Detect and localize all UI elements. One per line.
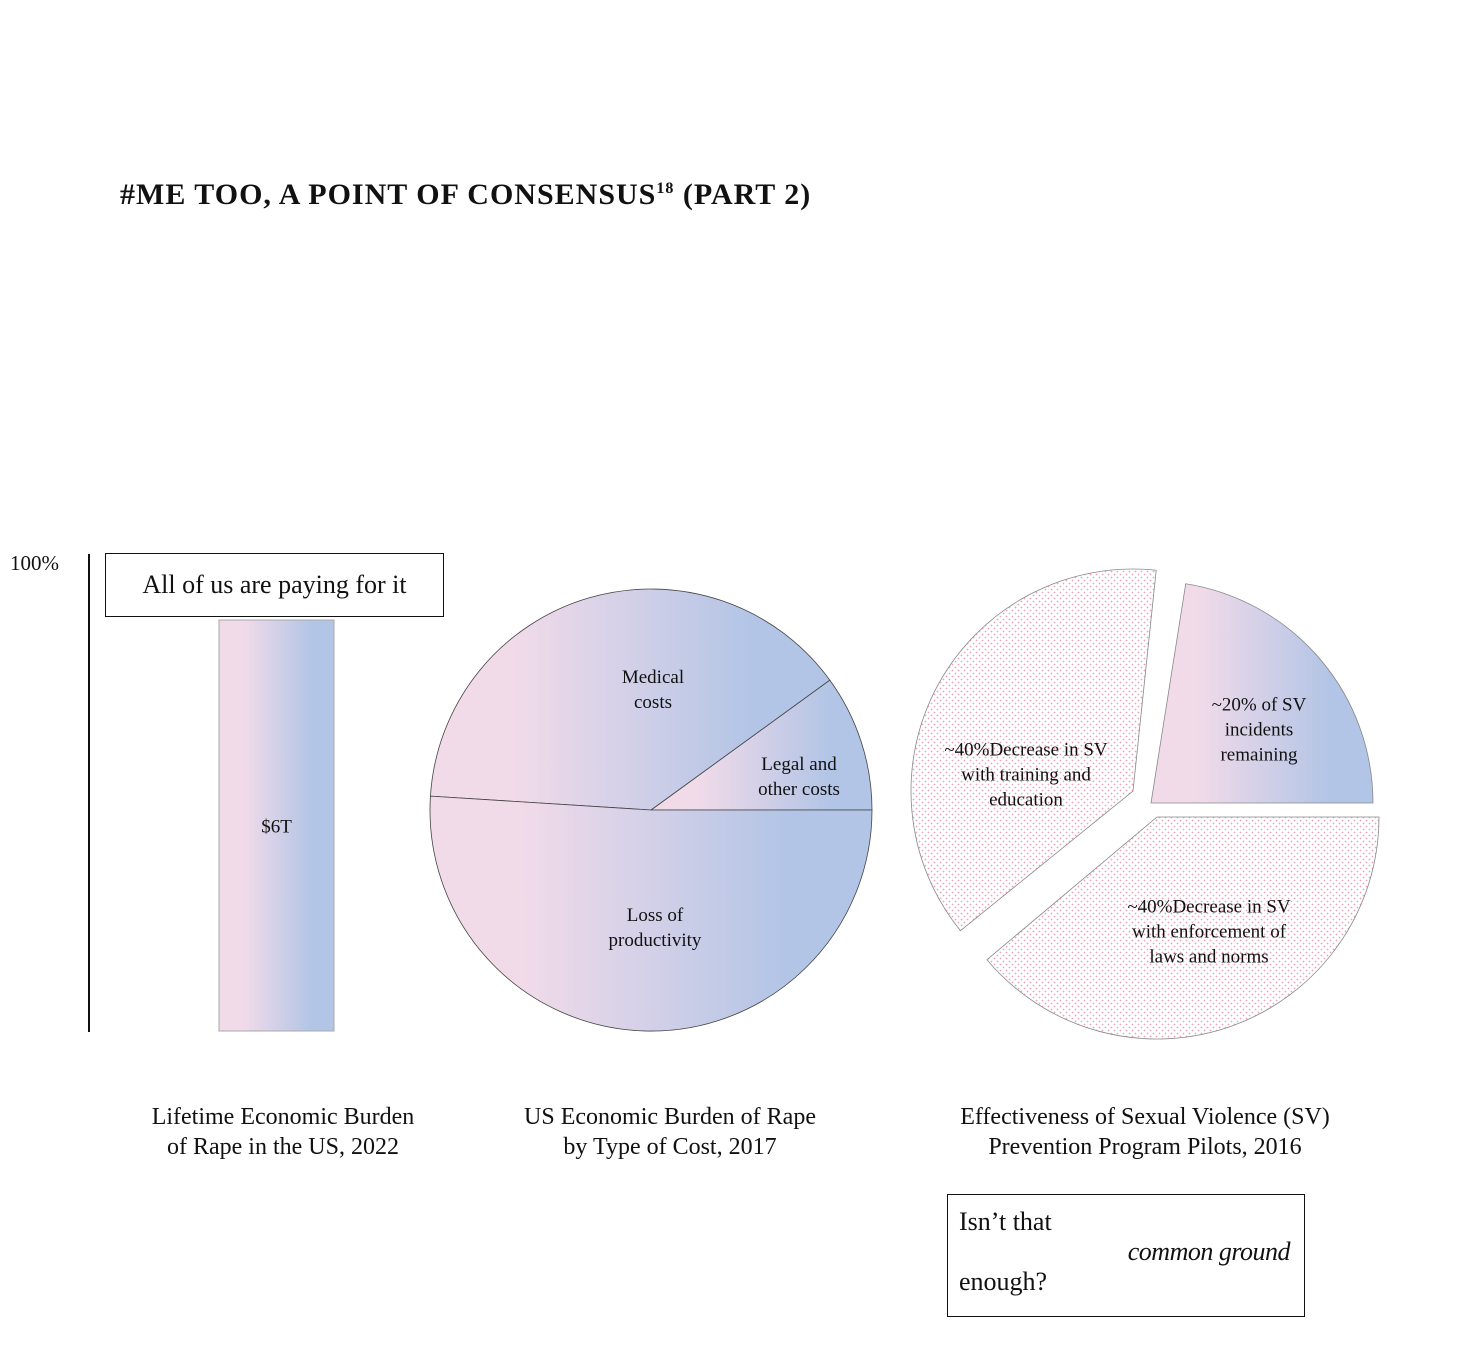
- slice-sv-enforcement-label-line-0: ~40%Decrease in SV: [1127, 896, 1291, 918]
- note-line-1: Isn’t that: [959, 1207, 1052, 1236]
- note-emphasis: common ground: [1127, 1237, 1290, 1266]
- slice-sv-training-label-line-2: education: [989, 789, 1063, 811]
- footnote-marker: 18: [656, 180, 675, 197]
- slice-sv-remaining: [1151, 584, 1373, 803]
- note-line-3: enough?: [959, 1267, 1048, 1296]
- bar-chart: [219, 620, 334, 1031]
- page-title: #ME TOO, A POINT OF CONSENSUS$^{18}$ (PART 2): [120, 178, 812, 211]
- slice-sv-enforcement-label-line-1: with enforcement of: [1131, 921, 1287, 943]
- bar-value-label: $6T: [261, 816, 292, 838]
- slice-sv-remaining-label-line-1: incidents: [1224, 719, 1294, 741]
- slice-sv-remaining-label-line-2: remaining: [1220, 744, 1298, 766]
- pie-chart-cost-type: [430, 589, 872, 1031]
- slice-sv-enforcement-label-line-2: laws and norms: [1149, 946, 1269, 968]
- slice-legal-other-label-line-1: other costs: [758, 779, 840, 801]
- slice-sv-training-label-line-1: with training and: [961, 764, 1091, 786]
- caption-pie-cost: US Economic Burden of Rape by Type of Cost, 2017: [524, 1104, 816, 1160]
- caption-pie-prevention: Effectiveness of Sexual Violence (SV) Prevention Program Pilots, 2016: [960, 1104, 1330, 1160]
- pie-chart-prevention: [911, 569, 1379, 1039]
- slice-loss-productivity-label-line-0: Loss of: [626, 905, 684, 927]
- bar-annotation: All of us are paying for it: [105, 553, 444, 617]
- caption-bar-chart: Lifetime Economic Burden of Rape in the US, 2022: [151, 1104, 415, 1160]
- slice-legal-other-label-line-0: Legal and: [761, 754, 837, 776]
- slice-medical-costs-label-line-1: costs: [634, 692, 672, 714]
- slice-loss-productivity-label-line-1: productivity: [608, 930, 702, 952]
- y-axis-tick-100: 100%: [10, 551, 59, 575]
- slice-sv-remaining-label-line-0: ~20% of SV: [1211, 694, 1307, 716]
- slice-medical-costs-label-line-0: Medical: [621, 667, 685, 689]
- common-ground-note: [947, 1194, 1305, 1317]
- slice-sv-training-label-line-0: ~40%Decrease in SV: [944, 739, 1108, 761]
